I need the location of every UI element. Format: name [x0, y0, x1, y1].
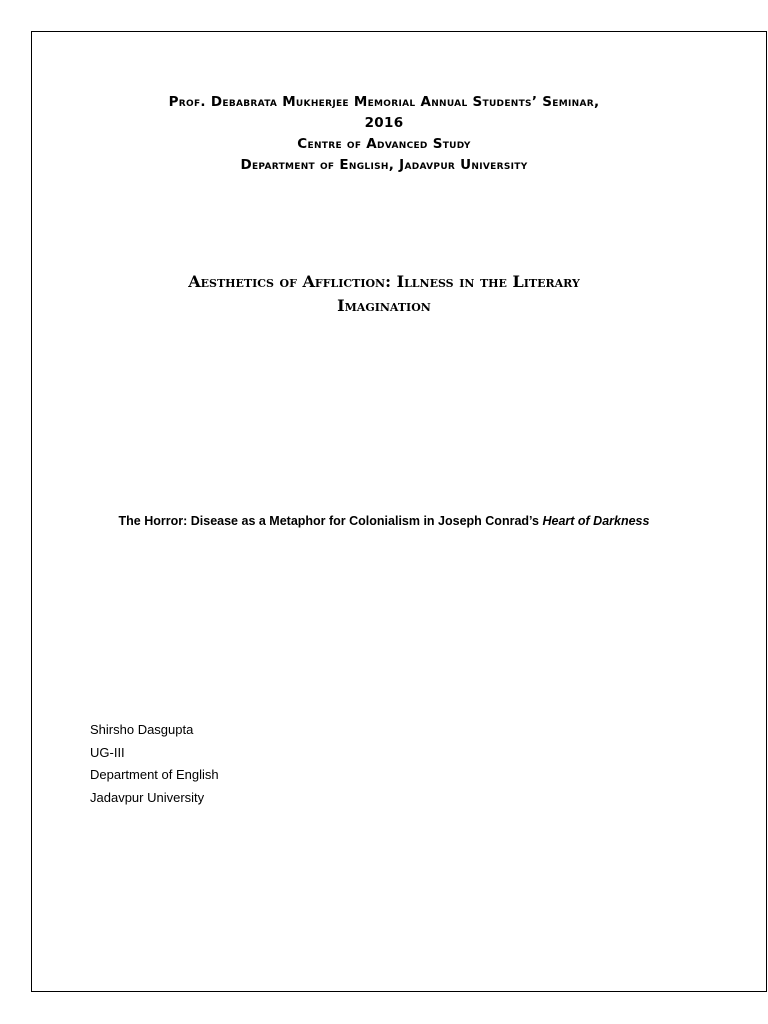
seminar-header: [40, 92, 728, 176]
seminar-theme-title: [40, 270, 728, 318]
centre-name: Centre of Advanced Study: [297, 136, 471, 152]
author-name: Shirsho Dasgupta: [90, 722, 194, 737]
author-year: UG-III: [90, 744, 125, 760]
paper-title-book: Heart of Darkness: [542, 514, 650, 528]
seminar-year: 2016: [364, 115, 404, 131]
author-university: Jadavpur University: [90, 789, 205, 805]
paper-title-text: The Horror: Disease as a Metaphor for Colonialism in Joseph Conrad’s: [118, 514, 543, 528]
title-line-2: Imagination: [337, 296, 431, 315]
department-university: Department of English, Jadavpur University: [240, 157, 528, 173]
title-line-1: Aesthetics of Affliction: Illness in the Literary: [188, 272, 580, 291]
seminar-name: Prof. Debabrata Mukherjee Memorial Annual Students’ Seminar,: [168, 94, 600, 110]
author-department: Department of English: [90, 767, 219, 782]
author-details: [90, 719, 219, 809]
paper-title: [40, 512, 728, 530]
